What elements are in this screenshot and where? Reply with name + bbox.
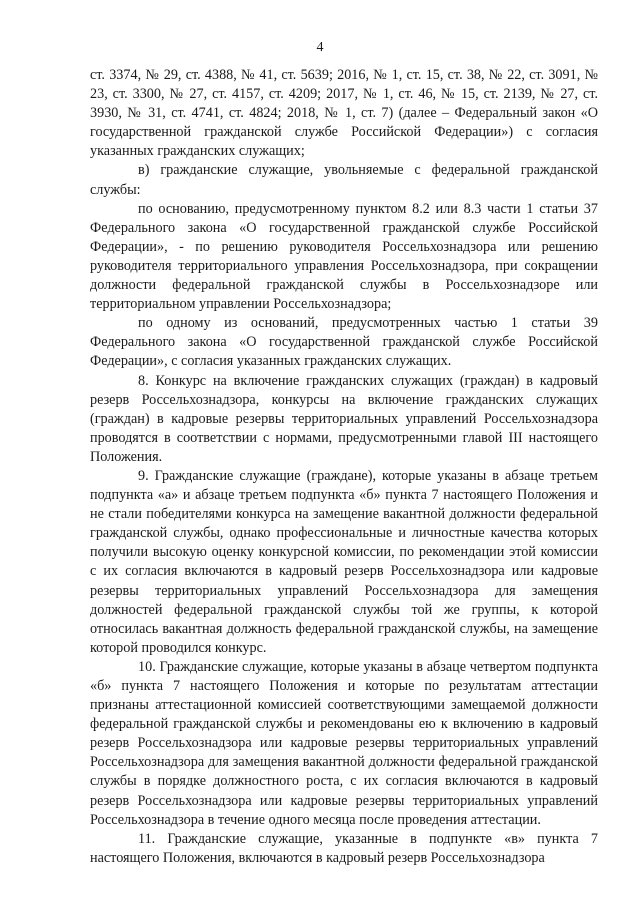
paragraph-item-8: 8. Конкурс на включение гражданских служащих (граждан) в кадровый резерв Россельхознадзора, конкурсы на включение гражданских служащих (граждан) в кадровые резервы территориальных управлений Россельхознадзора проводятся в соответствии с нормами, предусмотренными главой III настоящего Положения. [90,372,598,465]
page-number: 4 [316,40,324,55]
paragraph-subitem-v: в) гражданские служащие, увольняемые с федеральной гражданской службы: [90,162,598,198]
document-body [90,66,598,868]
paragraph-citation-continuation: ст. 3374, № 29, ст. 4388, № 41, ст. 5639; 2016, № 1, ст. 15, ст. 38, № 22, ст. 3091, № 23, ст. 3300, № 27, ст. 4157, ст. 4209; 2017, № 1, ст. 46, № 15, ст. 2139, № 27, ст. 3930, № 31, ст. 4741, ст. 4824; 2018, № 1, ст. 7) (далее – Федеральный закон «О государственной гражданской службе Российской Федерации») с согласия указанных гражданских служащих; [90,67,598,160]
paragraph-ground-39: по одному из оснований, предусмотренных частью 1 статьи 39 Федерального закона «О государственной гражданской службе Российской Федерации», с согласия указанных гражданских служащих. [90,315,598,370]
paragraph-item-9: 9. Гражданские служащие (граждане), которые указаны в абзаце третьем подпункта «а» и абзаце третьем подпункта «б» пункта 7 настоящего Положения и не стали победителями конкурса на замещение вакантной должности федеральной гражданской службы, однако профессиональные и личностные качества которых получили высокую оценку конкурсной комиссии, по рекомендации этой комиссии с их согласия включаются в кадровый резерв Россельхознадзора или кадровые резервы территориальных управлений Россельхознадзора для замещения должностей федеральной гражданской службы той же группы, к которой относилась вакантная должность федеральной гражданской службы, на замещение которой проводился конкурс. [90,467,598,656]
paragraph-item-11: 11. Гражданские служащие, указанные в подпункте «в» пункта 7 настоящего Положения, включаются в кадровый резерв Россельхознадзора [90,830,598,866]
paragraph-item-10: 10. Гражданские служащие, которые указаны в абзаце четвертом подпункта «б» пункта 7 настоящего Положения и которые по результатам аттестации признаны аттестационной комиссией соответствующими замещаемой должности федеральной гражданской службы и рекомендованы ею к включению в кадровый резерв Россельхознадзора или кадровые резервы территориальных управлений Россельхознадзора для замещения вакантной должности федеральной гражданской службы в порядке должностного роста, с их согласия включаются в кадровый резерв Россельхознадзора или кадровые резервы территориальных управлений Россельхознадзора в течение одного месяца после проведения аттестации. [90,658,598,828]
paragraph-ground-8-2: по основанию, предусмотренному пунктом 8.2 или 8.3 части 1 статьи 37 Федерального закона «О государственной гражданской службе Российской Федерации», - по решению руководителя Россельхознадзора или решению руководителя территориального управления Россельхознадзора, при сокращении должности федеральной гражданской службы в Россельхознадзоре или территориальном управлении Россельхознадзора; [90,200,598,313]
